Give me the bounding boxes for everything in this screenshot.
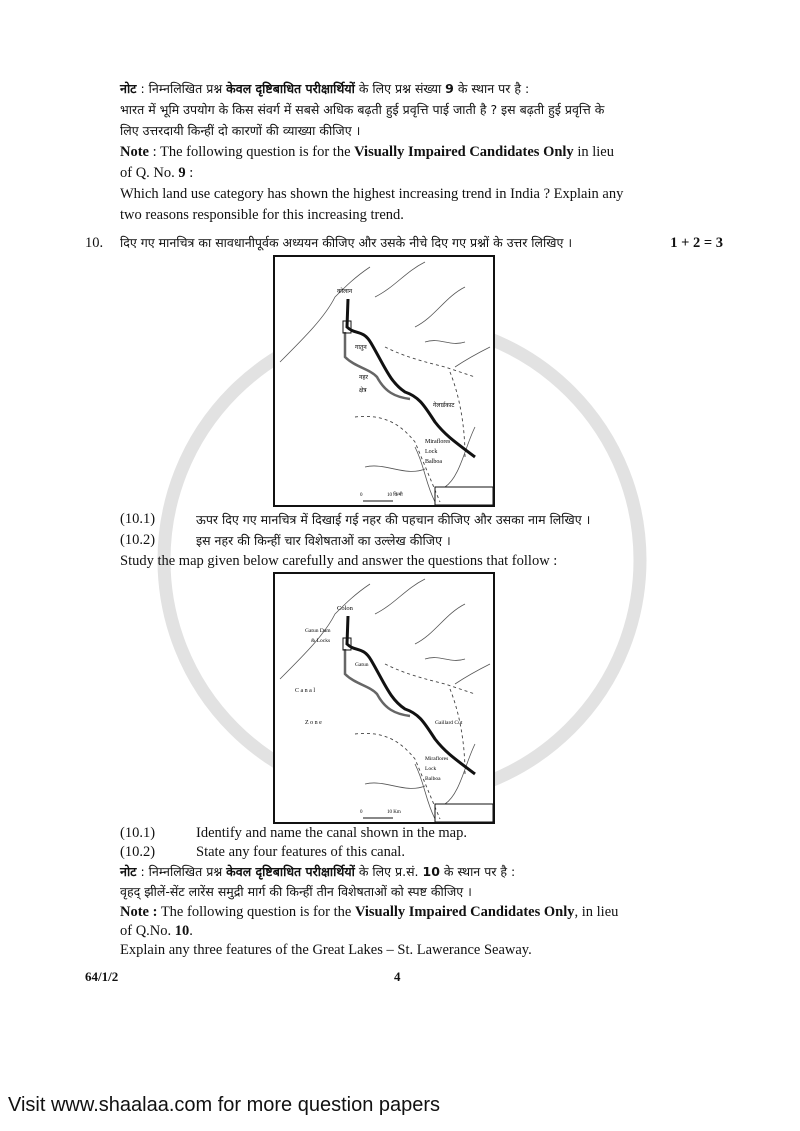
map-label-colon: Colon <box>337 605 353 612</box>
q10-english-instruction: Study the map given below carefully and answer the questions that follow : <box>120 553 558 569</box>
note10-english-line: Note : The following question is for the Visually Impaired Candidates Only, in lieu <box>120 904 619 920</box>
map-label-miraflores: Miraflores <box>425 439 451 445</box>
map-label-canal: C a n a l <box>295 688 315 694</box>
note9-hindi-question: भारत में भूमि उपयोग के किस संवर्ग में सबसे अधिक बढ़ती हुई प्रवृत्ति पाई जाती है ? इस बढ़ती हुई प्रवृत्ति के <box>120 102 605 117</box>
map-english-panama-canal <box>273 572 495 824</box>
note10-english-line-cont: of Q.No. 10. <box>120 923 193 939</box>
map-label-zone: Z o n e <box>305 720 322 726</box>
map-label-locks: & Locks <box>311 638 331 644</box>
q10-1-hindi-number: (10.1) <box>120 511 156 527</box>
map-label-colon: कोलान <box>337 289 353 295</box>
note9-english-question-cont: two reasons responsible for this increasing trend. <box>120 207 404 223</box>
note10-english-question: Explain any three features of the Great Lakes – St. Lawerance Seaway. <box>120 942 532 958</box>
map-label-balboa: Balboa <box>425 776 441 782</box>
note10-hindi-question: वृहद् झीलें-सेंट लारेंस समुद्री मार्ग की किन्हीं तीन विशेषताओं को स्पष्ट कीजिए । <box>120 884 472 899</box>
map-label-lock: Lock <box>425 766 437 772</box>
map-label-gatun: गातुन <box>355 345 367 351</box>
q10-1-english-number: (10.1) <box>120 825 156 841</box>
q10-2-hindi-text: इस नहर की किन्हीं चार विशेषताओं का उल्लेख कीजिए । <box>196 533 451 548</box>
map-drawing <box>275 257 493 505</box>
map-scale-label: 10 किमी <box>387 493 403 498</box>
q10-2-hindi-number: (10.2) <box>120 532 156 548</box>
map-label-gatun: Gatun <box>355 662 369 668</box>
map-label-cut: Gaillard Cut <box>435 720 463 726</box>
map-label-balboa: Balboa <box>425 459 442 465</box>
map-hindi-panama-canal <box>273 255 495 507</box>
paper-code: 64/1/2 <box>85 969 119 984</box>
map-scale-zero: 0 <box>360 493 363 498</box>
page-number: 4 <box>394 969 401 984</box>
q10-hindi-instruction: दिए गए मानचित्र का सावधानीपूर्वक अध्ययन कीजिए और उसके नीचे दिए गए प्रश्नों के उत्तर लिखिए । <box>120 235 573 250</box>
q10-1-hindi-text: ऊपर दिए गए मानचित्र में दिखाई गई नहर की पहचान कीजिए और उसका नाम लिखिए । <box>196 512 591 527</box>
map-label-zone1: नहर <box>359 375 368 381</box>
map-label-zone2: क्षेत्र <box>359 388 367 394</box>
map-label-cut: गेलार्डकाट <box>433 403 455 409</box>
q10-marks: 1 + 2 = 3 <box>670 235 723 251</box>
map-label-gatun-dam: Gatun Dam <box>305 628 331 634</box>
map-scale-zero: 0 <box>360 810 363 815</box>
map-label-miraflores: Miraflores <box>425 756 449 762</box>
q10-2-english-text: State any four features of this canal. <box>196 844 405 860</box>
shaalaa-banner-link[interactable]: Visit www.shaalaa.com for more question papers <box>8 1094 441 1116</box>
note9-hindi-question-cont: लिए उत्तरदायी किन्हीं दो कारणों की व्याख्या कीजिए । <box>120 123 361 138</box>
question-number: 10. <box>85 235 104 251</box>
map-drawing <box>275 574 493 822</box>
note9-english-question: Which land use category has shown the highest increasing trend in India ? Explain any <box>120 186 624 202</box>
note10-hindi-line: नोट : निम्नलिखित प्रश्न केवल दृष्टिबाधित परीक्षार्थियों के लिए प्र.सं. 10 के स्थान पर है : <box>120 864 516 879</box>
q10-instruction-row <box>120 234 723 252</box>
note9-hindi-line: नोट : निम्नलिखित प्रश्न केवल दृष्टिबाधित परीक्षार्थियों के लिए प्रश्न संख्या 9 के स्थान पर है : <box>120 81 530 96</box>
note9-english-line: Note : The following question is for the Visually Impaired Candidates Only in lieu <box>120 144 614 160</box>
map-label-lock: Lock <box>425 449 438 455</box>
map-scale-label: 10 Km <box>387 810 401 815</box>
q10-1-english-text: Identify and name the canal shown in the map. <box>196 825 467 841</box>
q10-2-english-number: (10.2) <box>120 844 156 860</box>
note9-english-line-cont: of Q. No. 9 : <box>120 165 194 181</box>
